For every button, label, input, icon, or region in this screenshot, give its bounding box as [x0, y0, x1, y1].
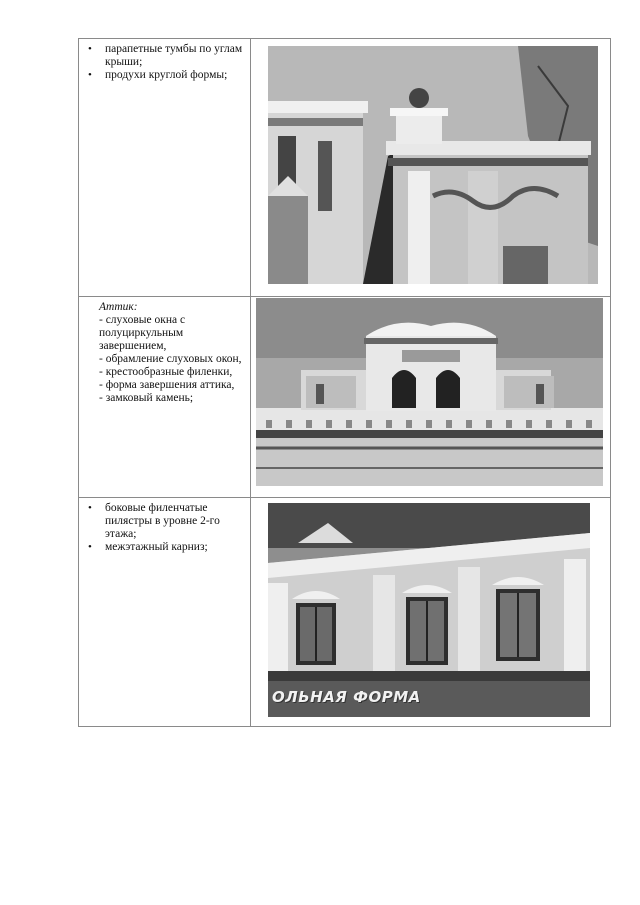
- image-cell: [251, 297, 611, 498]
- list-item: • межэтажный карниз;: [85, 541, 244, 554]
- list-item: - крестообразные филенки,: [99, 366, 233, 378]
- list-item: • продухи круглой формы;: [85, 69, 244, 82]
- text-cell: [79, 297, 251, 498]
- table-row: [79, 297, 611, 498]
- image-cell: [251, 498, 611, 727]
- table-row: [79, 498, 611, 727]
- list-item: • парапетные тумбы по углам крыши;: [85, 43, 244, 69]
- attic-list: [99, 314, 244, 405]
- bullet-list: [85, 502, 244, 554]
- list-item: - слуховые окна с полуциркульным завершением,: [99, 314, 186, 352]
- list-item: • боковые филенчатые пилястры в уровне 2-го этажа;: [85, 502, 244, 541]
- building-corner-photo: [268, 46, 598, 284]
- attic-title: Аттик:: [99, 301, 138, 313]
- table-row: [79, 39, 611, 297]
- list-item: - обрамление слуховых окон,: [99, 353, 242, 365]
- attic-photo: [256, 298, 603, 486]
- image-cell: [251, 39, 611, 297]
- shop-sign-text: ОЛЬНАЯ ФОРМА: [272, 688, 421, 706]
- bullet-list: [85, 43, 244, 82]
- text-cell: [79, 498, 251, 727]
- facade-photo: [268, 503, 590, 717]
- document-table: [78, 38, 611, 727]
- list-item: - замковый камень;: [99, 392, 194, 404]
- list-item: - форма завершения аттика,: [99, 379, 235, 391]
- text-cell: [79, 39, 251, 297]
